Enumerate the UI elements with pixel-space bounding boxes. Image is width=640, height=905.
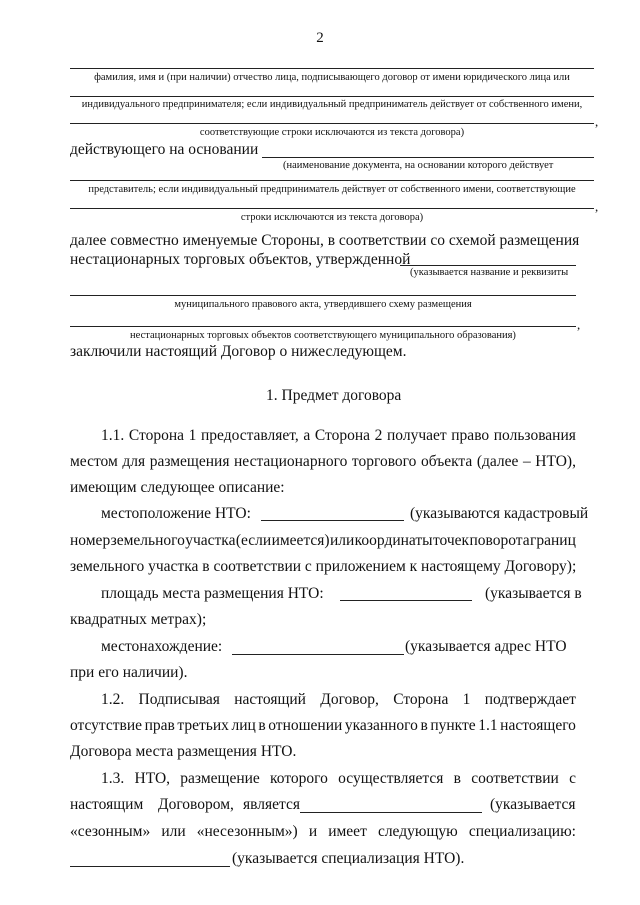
fill-line [70,208,594,209]
address-blank [232,654,404,655]
fill-line [70,96,594,97]
location-note: (указываются кадастровый [410,505,589,522]
field-caption: (наименование документа, на основании которого действует [283,160,554,171]
location-label: местоположение НТО: [101,505,251,522]
clause-1-2-line: Договора места размещения НТО. [70,743,297,760]
fill-line [70,68,594,69]
address-line: при его наличии). [70,664,188,681]
page-number: 2 [316,30,324,46]
field-caption: фамилия, имя и (при наличии) отчество лица, подписывающего договор от имени юридического лица или [94,72,570,83]
punctuation: , [595,114,599,129]
punctuation: , [577,317,581,332]
area-note: (указывается в [485,585,582,602]
field-caption: представитель; если индивидуальный предприниматель действует от собственного имени, соответствующие [88,184,576,195]
field-caption: соответствующие строки исключаются из текста договора) [199,127,465,138]
area-line: квадратных метрах); [70,611,207,628]
area-label: площадь места размещения НТО: [101,585,324,602]
fill-line [400,265,576,266]
intro-line: нестационарных торговых объектов, утвержденной [70,251,411,268]
fill-line [70,180,594,181]
fill-line [70,326,576,327]
type-blank [300,812,482,813]
specialization-blank [70,866,230,867]
clause-1-1-line: местом для размещения нестационарного торгового объекта (далее – НТО), [70,453,576,470]
fill-line [70,123,594,124]
fill-line [262,157,594,158]
intro-line: далее совместно именуемые Стороны, в соответствии со схемой размещения [70,232,580,249]
clause-1-1-line: 1.1. Сторона 1 предоставляет, а Сторона 2 получает право пользования [101,427,576,444]
clause-1-2-line: 1.2. Подписывая настоящий Договор, Сторона 1 подтверждает [101,691,576,708]
clause-1-3-word: является [243,796,300,813]
clause-1-3-note: (указывается [490,796,576,813]
clause-1-1-line: имеющим следующее описание: [70,479,285,496]
location-line: номер земельного участка (если имеется) или координаты точек поворота границ [70,532,576,549]
intro-line: заключили настоящий Договор о нижеследующем. [70,343,407,360]
fill-line [70,295,576,296]
field-caption: строки исключаются из текста договора) [240,212,424,223]
clause-1-3-line: 1.3. НТО, размещение которого осуществляется в соответствии с [101,770,576,787]
field-caption: (указывается название и реквизиты [410,267,569,278]
acting-basis-label: действующего на основании [70,141,259,158]
field-caption: нестационарных торговых объектов соответствующего муниципального образования) [130,330,516,341]
clause-1-2-line: отсутствие прав третьих лиц в отношении указанного в пункте 1.1 настоящего [70,717,576,734]
address-label: местонахождение: [101,638,223,655]
clause-1-3-note: (указывается специализация НТО). [232,850,465,867]
location-blank [261,520,404,521]
location-line: земельного участка в соответствии с приложением к настоящему Договору); [70,558,577,575]
clause-1-3-word: настоящим [70,796,144,813]
field-caption: индивидуального предпринимателя; если индивидуальный предприниматель действует от собственного имени, [81,99,583,110]
address-note: (указывается адрес НТО [405,638,567,655]
field-caption: муниципального правового акта, утвердившего схему размещения [174,299,472,310]
clause-1-3-word: Договором, [158,796,234,813]
clause-1-3-line: «сезонным» или «несезонным») и имеет следующую специализацию: [70,823,576,840]
punctuation: , [595,199,599,214]
area-blank [340,600,472,601]
section-title: 1. Предмет договора [266,387,402,404]
